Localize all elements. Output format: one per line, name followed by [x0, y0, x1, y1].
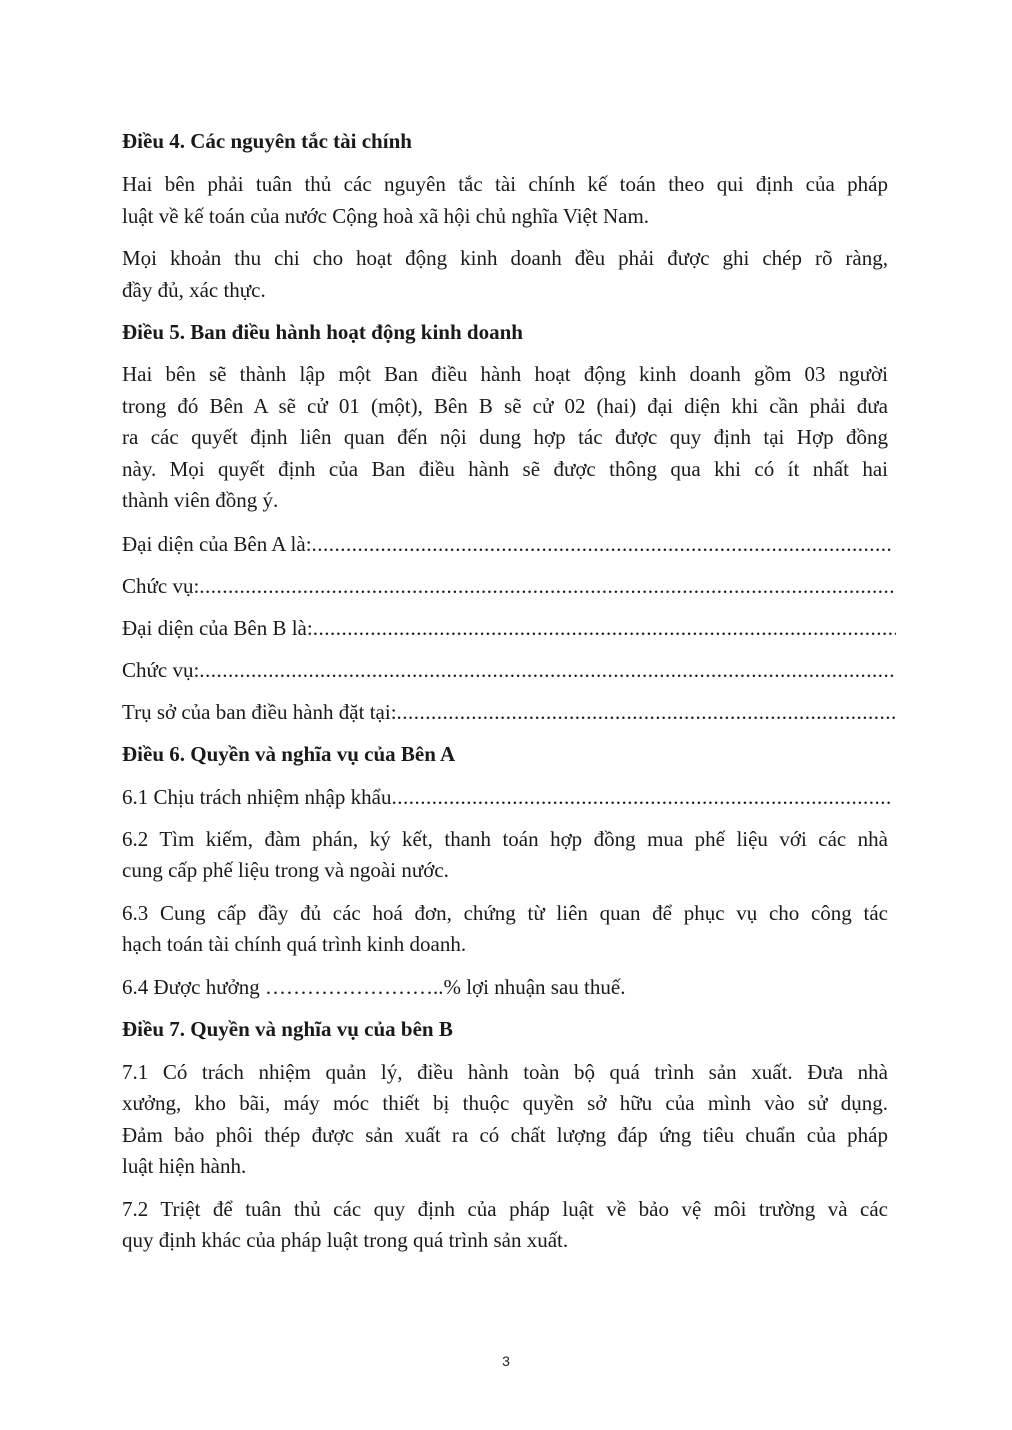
article-5-paragraph-line-2: trong đó Bên A sẽ cử 01 (một), Bên B sẽ cử 02 (hai) đại diện khi cần phải đưa [122, 394, 888, 418]
article-6-item-1-text: 6.1 Chịu trách nhiệm nhập khẩu [122, 785, 392, 809]
representative-a-label: Đại diện của Bên A là: [122, 532, 312, 556]
article-7-item-1-line-1: 7.1 Có trách nhiệm quản lý, điều hành toàn bộ quá trình sản xuất. Đưa nhà [122, 1060, 888, 1084]
article-6-heading: Điều 6. Quyền và nghĩa vụ của Bên A [122, 742, 456, 766]
position-a-blank [199, 574, 896, 598]
article-4-paragraph-1-line-1: Hai bên phải tuân thủ các nguyên tắc tài chính kế toán theo qui định của pháp [122, 172, 888, 196]
article-5-paragraph-line-1: Hai bên sẽ thành lập một Ban điều hành hoạt động kinh doanh gồm 03 người [122, 362, 888, 386]
article-6-item-3-line-1: 6.3 Cung cấp đầy đủ các hoá đơn, chứng từ liên quan để phục vụ cho công tác [122, 901, 888, 925]
article-6-item-2-line-2: cung cấp phế liệu trong và ngoài nước. [122, 858, 449, 882]
article-6-item-2-line-1: 6.2 Tìm kiếm, đàm phán, ký kết, thanh toán hợp đồng mua phế liệu với các nhà [122, 827, 888, 851]
position-b-blank [199, 658, 896, 682]
article-4-heading: Điều 4. Các nguyên tắc tài chính [122, 129, 412, 153]
office-label: Trụ sở của ban điều hành đặt tại: [122, 700, 397, 724]
article-6-item-4: 6.4 Được hưởng ……………………..% lợi nhuận sau thuế. [122, 975, 626, 999]
article-7-item-2-line-2: quy định khác của pháp luật trong quá trình sản xuất. [122, 1228, 569, 1252]
representative-a-blank [312, 532, 892, 556]
article-7-item-1-line-4: luật hiện hành. [122, 1154, 247, 1178]
article-6-item-3-line-2: hạch toán tài chính quá trình kinh doanh. [122, 932, 467, 956]
representative-b-blank [313, 616, 896, 640]
office-blank [397, 700, 896, 724]
article-4-paragraph-2-line-1: Mọi khoản thu chi cho hoạt động kinh doanh đều phải được ghi chép rõ ràng, [122, 246, 888, 270]
article-6-item-1-blank [391, 785, 892, 809]
article-4-paragraph-1-line-2: luật về kế toán của nước Cộng hoà xã hội chủ nghĩa Việt Nam. [122, 204, 650, 228]
article-7-item-2-line-1: 7.2 Triệt để tuân thủ các quy định của pháp luật về bảo vệ môi trường và các [122, 1197, 888, 1221]
article-7-item-1-line-3: Đảm bảo phôi thép được sản xuất ra có chất lượng đáp ứng tiêu chuẩn của pháp [122, 1123, 888, 1147]
article-4-paragraph-2-line-2: đầy đủ, xác thực. [122, 278, 266, 302]
office-field [122, 700, 896, 724]
article-5-paragraph-line-5: thành viên đồng ý. [122, 488, 279, 512]
article-7-item-1-line-2: xưởng, kho bãi, máy móc thiết bị thuộc quyền sở hữu của mình vào sử dụng. [122, 1091, 888, 1115]
position-b-field [122, 658, 896, 682]
representative-b-label: Đại diện của Bên B là: [122, 616, 313, 640]
page-number: 3 [502, 1353, 510, 1369]
article-5-paragraph-line-3: ra các quyết định liên quan đến nội dung hợp tác được quy định tại Hợp đồng [122, 425, 888, 449]
article-5-paragraph-line-4: này. Mọi quyết định của Ban điều hành sẽ được thông qua khi có ít nhất hai [122, 457, 888, 481]
article-5-heading: Điều 5. Ban điều hành hoạt động kinh doanh [122, 320, 523, 344]
position-b-label: Chức vụ: [122, 658, 200, 682]
position-a-label: Chức vụ: [122, 574, 200, 598]
representative-b-field [122, 616, 896, 640]
article-6-item-1 [122, 785, 892, 809]
position-a-field [122, 574, 896, 598]
article-7-heading: Điều 7. Quyền và nghĩa vụ của bên B [122, 1017, 453, 1041]
representative-a-field [122, 532, 892, 556]
